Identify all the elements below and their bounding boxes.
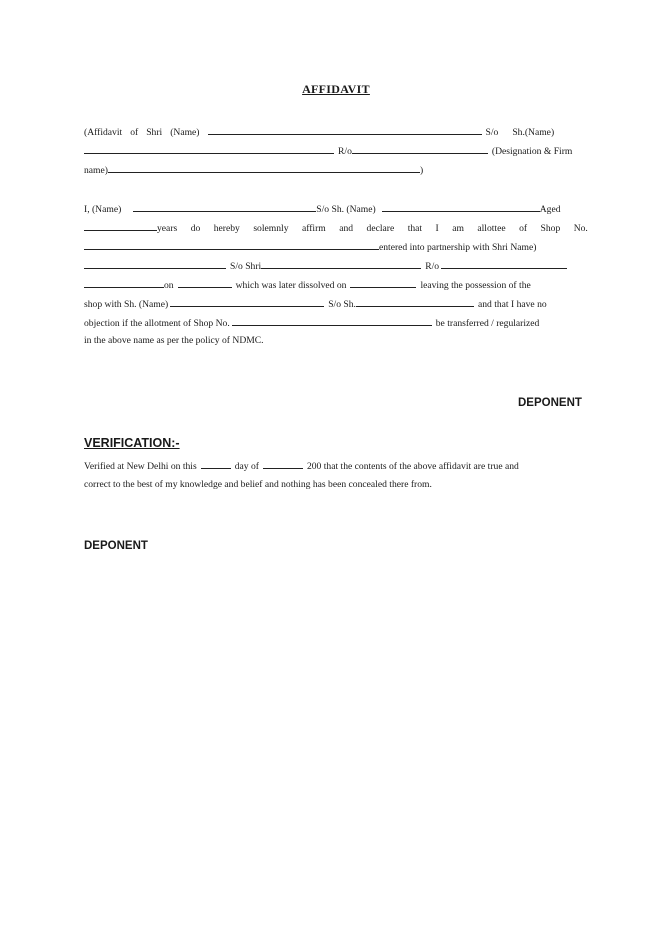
text: that [407, 223, 423, 234]
age-group [84, 220, 177, 236]
text: entered into partnership with Shri Name) [379, 242, 537, 253]
name-blank[interactable] [133, 201, 316, 212]
text: Sh.(Name) [512, 127, 555, 138]
text: (Name) [170, 127, 200, 138]
text: S/o Sh. [328, 299, 356, 310]
intro-line-2 [84, 143, 588, 157]
text: hereby [213, 223, 240, 234]
text: Shri [146, 127, 163, 138]
text: solemnly [253, 223, 289, 234]
text: on [164, 280, 174, 291]
text: name) [84, 165, 108, 176]
text: I, (Name) [84, 204, 122, 215]
document-title: AFFIDAVIT [302, 82, 370, 96]
deponent-signature-label-left: DEPONENT [84, 540, 148, 552]
text: objection if the allotment of Shop No. [84, 318, 230, 329]
text: of [130, 127, 139, 138]
text: Shop [540, 223, 561, 234]
text: be transferred / regularized [435, 318, 540, 329]
text: allottee [477, 223, 506, 234]
text: Aged [539, 204, 561, 215]
verification-line-1 [84, 458, 588, 472]
text: affirm [301, 223, 326, 234]
age-blank[interactable] [84, 220, 157, 231]
text: S/o Sh. (Name) [316, 204, 376, 215]
body-line-7 [84, 315, 588, 329]
firm-name-blank[interactable] [108, 162, 420, 173]
verify-day-blank[interactable] [201, 458, 231, 469]
body-line-5 [84, 277, 588, 291]
deponent-signature-label-right: DEPONENT [518, 397, 582, 409]
father-name-blank[interactable] [84, 143, 334, 154]
body-line-1 [84, 201, 588, 215]
body-line-4 [84, 258, 588, 272]
text: S/o [485, 127, 499, 138]
text: S/o Shri [230, 261, 262, 272]
body-line-3 [84, 239, 588, 253]
text: R/o [338, 146, 352, 157]
text: Verified at New Delhi on this [84, 461, 197, 472]
shop-no-blank-2[interactable] [232, 315, 432, 326]
partner-name-blank[interactable] [84, 258, 226, 269]
text: leaving the possession of the [420, 280, 531, 291]
verify-month-blank[interactable] [263, 458, 303, 469]
partner-father-blank[interactable] [261, 258, 421, 269]
intro-line-3 [84, 162, 588, 176]
body-line-2 [84, 220, 588, 234]
text: ) [419, 165, 424, 176]
text: and that I have no [477, 299, 547, 310]
address-blank[interactable] [352, 143, 488, 154]
text: correct to the best of my knowledge and belief and nothing has been concealed there from. [84, 479, 432, 490]
text: which was later dissolved on [235, 280, 347, 291]
body-line-8 [84, 334, 588, 348]
text: and [339, 223, 354, 234]
dissolution-date-blank[interactable] [350, 277, 416, 288]
text: I [435, 223, 439, 234]
text: (Designation & Firm [491, 146, 573, 157]
text: of [519, 223, 528, 234]
blank[interactable] [178, 277, 232, 288]
text: No. [573, 223, 588, 234]
shop-no-blank[interactable] [84, 239, 379, 250]
text: declare [366, 223, 395, 234]
intro-line-1 [84, 124, 588, 138]
father-name-blank[interactable] [382, 201, 540, 212]
body-line-6 [84, 296, 588, 310]
text: (Affidavit [84, 127, 123, 138]
handover-name-blank[interactable] [170, 296, 324, 307]
partner-address-blank[interactable] [441, 258, 567, 269]
text: 200 that the contents of the above affidavit are true and [306, 461, 519, 472]
partnership-date-blank[interactable] [84, 277, 164, 288]
verification-heading: VERIFICATION:- [84, 436, 180, 450]
text: do [190, 223, 201, 234]
text: day of [234, 461, 259, 472]
text: am [452, 223, 464, 234]
text: in the above name as per the policy of NDMC. [84, 335, 264, 346]
text: years [157, 223, 178, 234]
handover-father-blank[interactable] [356, 296, 474, 307]
name-blank[interactable] [208, 124, 482, 135]
text: R/o [425, 261, 440, 272]
verification-line-2 [84, 478, 588, 492]
text: shop with Sh. (Name) [84, 299, 169, 310]
